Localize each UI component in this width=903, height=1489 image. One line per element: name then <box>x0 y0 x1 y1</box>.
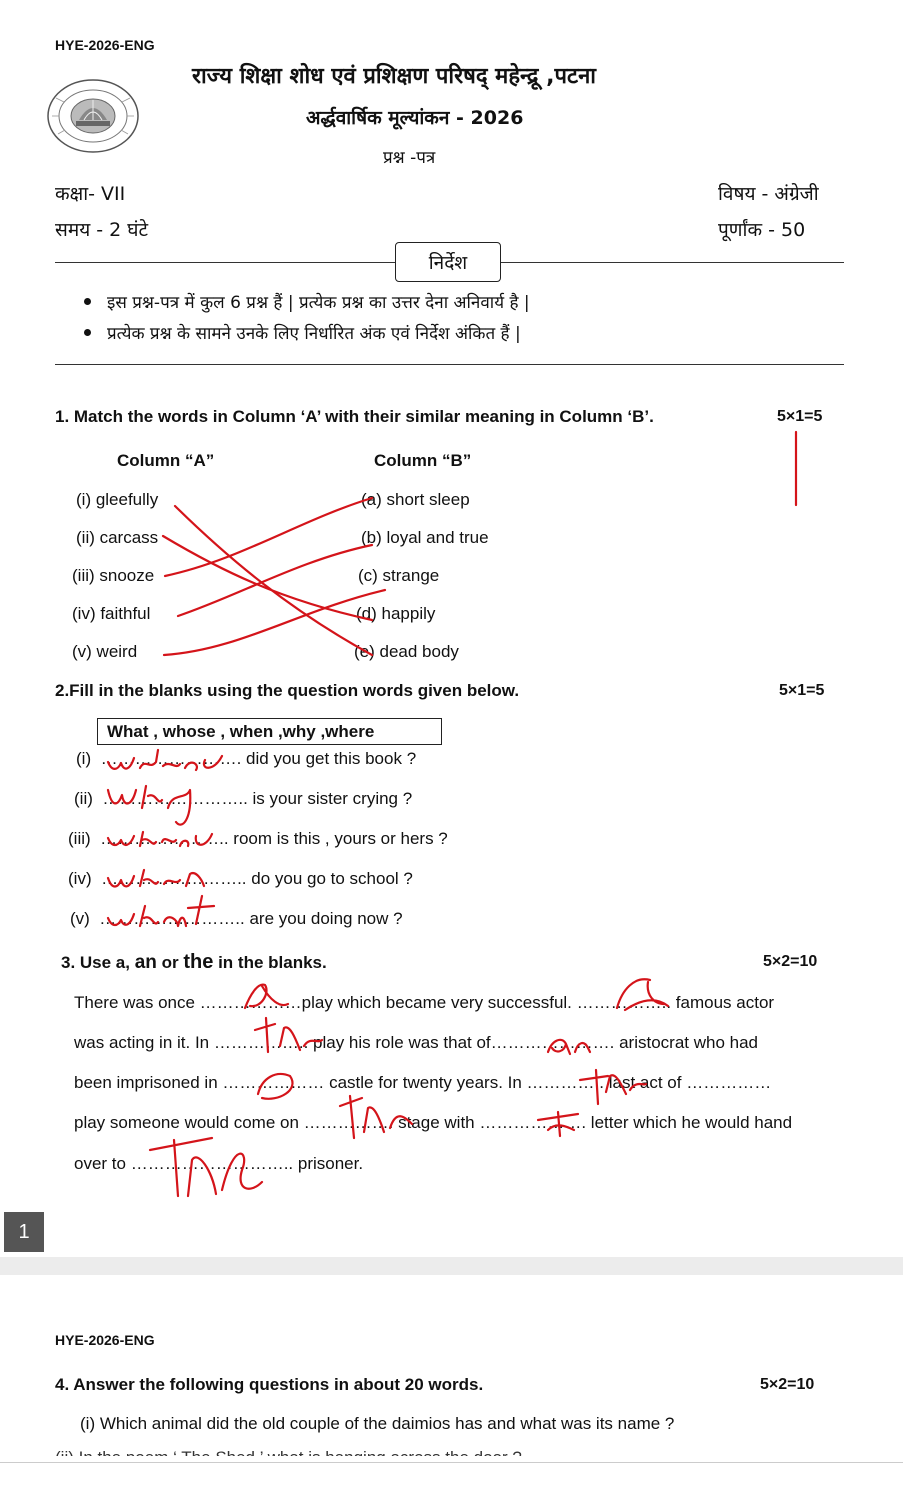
column-a-item: (v) weird <box>72 642 138 661</box>
question-4-marks: 5×2=10 <box>760 1376 815 1393</box>
time-label: समय - 2 घंटे <box>55 219 149 241</box>
passage-line: over to ……………………….. prisoner. <box>74 1154 364 1173</box>
page-number: 1 <box>4 1212 44 1252</box>
instruction-item: इस प्रश्न-पत्र में कुल 6 प्रश्न हैं | प्रत्येक प्रश्न का उत्तर देना अनिवार्य है | <box>84 290 530 313</box>
question-2-item: (i) ……………………. did you get this book ? <box>76 749 417 768</box>
question-2-item: (iii) ………………….. room is this , yours or hers ? <box>68 829 448 848</box>
question-3-marks: 5×2=10 <box>763 953 818 970</box>
paper-code: HYE-2026-ENG <box>55 37 155 53</box>
council-name: राज्य शिक्षा शोध एवं प्रशिक्षण परिषद् महेन्द्रू ,पटना <box>192 64 596 89</box>
question-4: 4. Answer the following questions in about 20 words. <box>55 1375 484 1394</box>
column-b-item: (a) short sleep <box>361 490 470 509</box>
divider-right <box>501 262 844 263</box>
passage-line: There was once ………………play which became very successful. …………….. famous actor <box>74 993 775 1012</box>
subject-label: विषय - अंग्रेजी <box>718 183 819 205</box>
question-3: 3. Use a, an or the in the blanks. <box>61 951 327 973</box>
paper-code: HYE-2026-ENG <box>55 1332 155 1348</box>
full-marks-label: पूर्णांक - 50 <box>718 219 806 241</box>
column-a-title: Column “A” <box>117 451 215 470</box>
word-box: What , whose , when ,why ,where <box>97 718 442 745</box>
passage-line: play someone would come on ……………. stage with ………………. letter which he would hand <box>74 1113 793 1132</box>
question-2: 2.Fill in the blanks using the question words given below. <box>55 681 520 700</box>
question-4-item: (i) Which animal did the old couple of the daimios has and what was its name ? <box>80 1414 675 1433</box>
passage-line: was acting in it. In …………….. play his role was that of…………………. aristocrat who had <box>74 1033 759 1052</box>
question-2-item: (ii) …………………….. is your sister crying ? <box>74 789 413 808</box>
column-a-item: (ii) carcass <box>76 528 159 547</box>
column-a-item: (i) gleefully <box>76 490 159 509</box>
column-a-item: (iii) snooze <box>72 566 155 585</box>
page-separator <box>0 1257 903 1275</box>
class-label: कक्षा- VII <box>55 183 126 205</box>
column-b-item: (c) strange <box>358 566 440 585</box>
column-b-item: (e) dead body <box>354 642 459 661</box>
paper-label: प्रश्न -पत्र <box>383 148 436 168</box>
council-seal-icon <box>46 78 140 154</box>
divider-full <box>55 364 844 365</box>
instruction-item: प्रत्येक प्रश्न के सामने उनके लिए निर्धारित अंक एवं निर्देश अंकित हैं | <box>84 321 521 344</box>
instructions-title: निर्देश <box>395 242 501 282</box>
question-2-item: (v) …………………….. are you doing now ? <box>70 909 403 928</box>
viewport-bottom-edge <box>0 1462 903 1463</box>
question-1-marks: 5×1=5 <box>777 408 823 425</box>
question-2-marks: 5×1=5 <box>779 682 825 699</box>
column-a-item: (iv) faithful <box>72 604 151 623</box>
column-b-item: (b) loyal and true <box>361 528 489 547</box>
column-b-item: (d) happily <box>356 604 436 623</box>
passage-line: been imprisoned in ……………… castle for twenty years. In ………….. last act of …………… <box>74 1073 772 1092</box>
question-1: 1. Match the words in Column ‘A’ with their similar meaning in Column ‘B’. <box>55 407 654 426</box>
exam-title: अर्द्धवार्षिक मूल्यांकन - 2026 <box>306 107 524 129</box>
divider-left <box>55 262 395 263</box>
exam-page-2 <box>0 1275 903 1489</box>
question-2-item: (iv) …………………….. do you go to school ? <box>68 869 413 888</box>
column-b-title: Column “B” <box>374 451 472 470</box>
